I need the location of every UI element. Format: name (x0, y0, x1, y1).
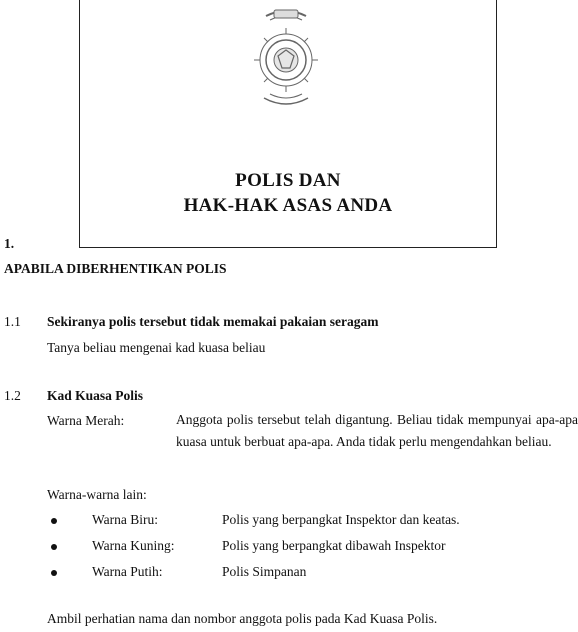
page-title-line2: HAK-HAK ASAS ANDA (183, 195, 393, 216)
bullet-icon (51, 570, 57, 576)
subsection-1-text: Tanya beliau mengenai kad kuasa beliau (47, 340, 266, 355)
section-number: 1. (4, 236, 15, 251)
subsection-1-heading: Sekiranya polis tersebut tidak memakai pakaian seragam (47, 314, 379, 329)
list-item-text: Polis Simpanan (222, 564, 307, 579)
list-item-label: Warna Biru: (92, 512, 159, 527)
subsection-2-heading: Kad Kuasa Polis (47, 388, 144, 403)
other-colors-label: Warna-warna lain: (47, 487, 147, 502)
police-crest-icon (244, 2, 328, 112)
red-card-description: Anggota polis tersebut telah digantung. Beliau tidak mempunyai apa-apa kuasa untuk berbuat apa-apa. Anda tidak perlu mengendahkan beliau. (176, 412, 578, 449)
section-heading: APABILA DIBERHENTIKAN POLIS (4, 261, 227, 276)
list-item-label: Warna Kuning: (92, 538, 175, 553)
list-item-text: Polis yang berpangkat Inspektor dan keatas. (222, 512, 460, 527)
bullet-icon (51, 518, 57, 524)
subsection-1-number: 1.1 (4, 314, 21, 329)
list-item-label: Warna Putih: (92, 564, 163, 579)
page-title-line1: POLIS DAN (235, 170, 341, 191)
subsection-2-number: 1.2 (4, 388, 21, 403)
bullet-icon (51, 544, 57, 550)
red-card-label: Warna Merah: (47, 413, 125, 428)
closing-note: Ambil perhatian nama dan nombor anggota polis pada Kad Kuasa Polis. (47, 611, 438, 626)
list-item-text: Polis yang berpangkat dibawah Inspektor (222, 538, 446, 553)
